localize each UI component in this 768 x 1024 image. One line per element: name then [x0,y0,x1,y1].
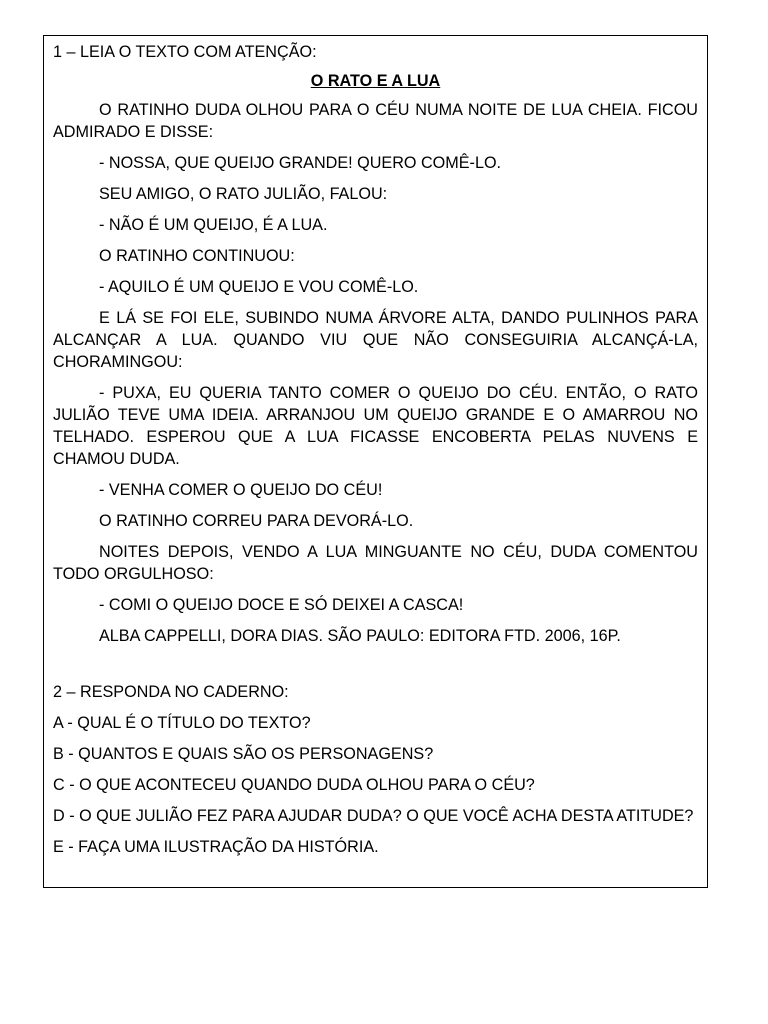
question-2-heading: 2 – RESPONDA NO CADERNO: [53,683,289,701]
question-item-e: E - FAÇA UMA ILUSTRAÇÃO DA HISTÓRIA. [53,838,379,856]
story-title: O RATO E A LUA [310,72,441,90]
worksheet-box [43,35,708,888]
story-paragraph: O RATINHO CONTINUOU: [99,247,295,265]
story-paragraph: O RATINHO DUDA OLHOU PARA O CÉU NUMA NOITE DE LUA CHEIA. FICOU ADMIRADO E DISSE: [53,101,698,141]
question-item-a: A - QUAL É O TÍTULO DO TEXTO? [53,714,311,732]
section-spacer [53,656,698,681]
story-paragraph: - NÃO É UM QUEIJO, É A LUA. [99,216,328,234]
story-paragraph: E LÁ SE FOI ELE, SUBINDO NUMA ÁRVORE ALTA, DANDO PULINHOS PARA ALCANÇAR A LUA. QUANDO VIU QUE NÃO CONSEGUIRIA ALCANÇÁ-LA, CHORAMINGOU: [53,309,698,371]
story-paragraph: - VENHA COMER O QUEIJO DO CÉU! [99,481,383,499]
question-item-d: D - O QUE JULIÃO FEZ PARA AJUDAR DUDA? O QUE VOCÊ ACHA DESTA ATITUDE? [53,807,694,825]
story-paragraph: - AQUILO É UM QUEIJO E VOU COMÊ-LO. [99,278,419,296]
story-paragraph: - COMI O QUEIJO DOCE E SÓ DEIXEI A CASCA! [99,596,464,614]
question-item-c: C - O QUE ACONTECEU QUANDO DUDA OLHOU PARA O CÉU? [53,776,535,794]
story-paragraph: NOITES DEPOIS, VENDO A LUA MINGUANTE NO CÉU, DUDA COMENTOU TODO ORGULHOSO: [53,543,698,583]
story-paragraph: - NOSSA, QUE QUEIJO GRANDE! QUERO COMÊ-LO. [99,154,502,172]
question-1-heading: 1 – LEIA O TEXTO COM ATENÇÃO: [53,43,317,61]
story-paragraph: O RATINHO CORREU PARA DEVORÁ-LO. [99,512,414,530]
story-paragraph: SEU AMIGO, O RATO JULIÃO, FALOU: [99,185,388,203]
story-paragraph: - PUXA, EU QUERIA TANTO COMER O QUEIJO DO CÉU. ENTÃO, O RATO JULIÃO TEVE UMA IDEIA. ARRANJOU UM QUEIJO GRANDE E O AMARROU NO TELHADO. ESPEROU QUE A LUA FICASSE ENCOBERTA PELAS NUVENS E CHAMOU DUDA. [53,384,698,468]
question-item-b: B - QUANTOS E QUAIS SÃO OS PERSONAGENS? [53,745,434,763]
story-citation: ALBA CAPPELLI, DORA DIAS. SÃO PAULO: EDITORA FTD. 2006, 16P. [99,627,621,645]
